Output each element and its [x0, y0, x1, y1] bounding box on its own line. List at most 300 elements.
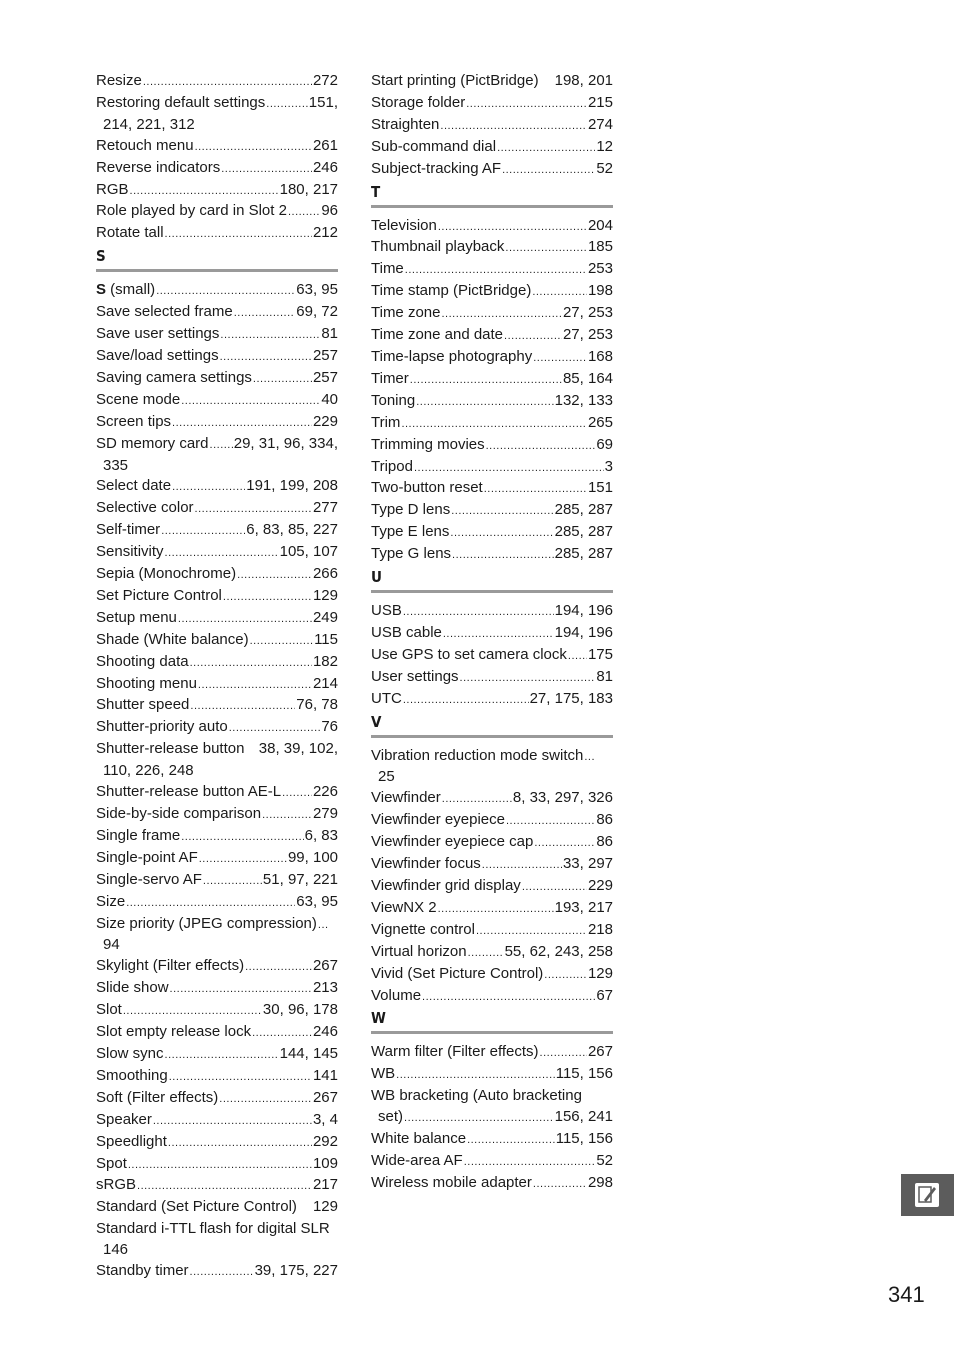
leader-dots — [405, 260, 587, 281]
leader-dots — [422, 987, 595, 1008]
index-entry — [371, 93, 613, 115]
entry-pages: 67 — [596, 986, 613, 1004]
index-entry — [96, 223, 338, 245]
entry-term: Reverse indicators — [96, 158, 221, 176]
index-entry — [371, 281, 613, 303]
leader-dots — [137, 1176, 312, 1197]
leader-dots — [403, 690, 529, 711]
index-entry — [96, 324, 338, 346]
leader-dots — [123, 1001, 262, 1022]
entry-pages: 81 — [596, 667, 613, 685]
entry-term: Save user settings — [96, 325, 220, 343]
index-entry — [371, 645, 613, 667]
entry-pages: 151, — [308, 93, 338, 111]
entry-term: Resize — [96, 72, 142, 89]
index-entry — [96, 1044, 338, 1066]
leader-dots — [318, 915, 328, 936]
entry-term: Standard i-TTL flash for digital SLR — [96, 1220, 330, 1238]
index-entry — [96, 564, 338, 586]
entry-term: Single-servo AF — [96, 870, 202, 888]
leader-dots — [161, 521, 245, 542]
entry-pages: 175 — [587, 645, 613, 663]
entry-term: Shutter speed — [96, 696, 190, 714]
entry-continuation: 335 — [103, 456, 129, 474]
entry-pages: 55, 62, 243, 258 — [504, 942, 613, 960]
entry-term: Spot — [96, 1154, 127, 1172]
entry-term: Wireless mobile adapter — [371, 1173, 532, 1191]
leader-dots — [282, 783, 312, 804]
index-entry — [371, 237, 613, 259]
entry-continuation: 110, 226, 248 — [103, 762, 194, 780]
leader-dots — [438, 899, 554, 920]
entry-pages: 27, 253 — [562, 304, 613, 322]
entry-term: Set Picture Control — [96, 586, 222, 604]
index-entry — [96, 1175, 338, 1197]
entry-term: Shooting menu — [96, 674, 197, 692]
leader-dots — [234, 303, 296, 324]
entry-pages: 226 — [312, 783, 338, 801]
entry-continuation: 146 — [103, 1241, 129, 1259]
entry-term — [96, 280, 155, 301]
entry-term-text: (small) — [106, 281, 156, 299]
entry-pages: 213 — [312, 979, 338, 997]
index-entry — [96, 1261, 338, 1283]
section-letter: W — [371, 1009, 386, 1028]
entry-term: Select date — [96, 477, 172, 495]
entry-term: Smoothing — [96, 1066, 168, 1084]
leader-dots — [540, 1043, 587, 1064]
entry-pages: 33, 297 — [562, 855, 613, 873]
entry-term: Size — [96, 892, 126, 910]
leader-dots — [484, 479, 587, 500]
index-entry — [96, 1219, 338, 1261]
leader-dots — [502, 160, 595, 181]
entry-pages: 29, 31, 96, 334, — [233, 434, 338, 452]
entry-pages: 6, 83 — [304, 826, 338, 844]
leader-dots — [396, 1065, 555, 1086]
index-entry — [96, 71, 338, 93]
index-entry — [96, 739, 338, 782]
entry-pages: 6, 83, 85, 227 — [246, 521, 338, 539]
leader-dots — [533, 1174, 587, 1195]
entry-pages: 109 — [312, 1154, 338, 1172]
entry-term: Skylight (Filter effects) — [96, 957, 245, 975]
entry-term: Viewfinder — [371, 789, 441, 807]
leader-dots — [522, 877, 587, 898]
leader-dots — [450, 523, 553, 544]
entry-pages: 204 — [587, 216, 613, 234]
index-entry — [96, 180, 338, 202]
index-entry — [371, 303, 613, 325]
entry-pages: 285, 287 — [554, 545, 613, 563]
entry-pages: 267 — [312, 957, 338, 975]
entry-continuation: 94 — [103, 936, 120, 954]
entry-pages: 279 — [312, 805, 338, 822]
entry-term: Thumbnail playback — [371, 238, 505, 256]
index-entry — [96, 695, 338, 717]
entry-term: sRGB — [96, 1176, 137, 1194]
entry-pages: 40 — [321, 390, 338, 408]
entry-pages: 246 — [312, 158, 338, 176]
entry-pages: 298 — [587, 1173, 613, 1191]
entry-pages: 249 — [312, 608, 338, 626]
index-entry — [96, 1066, 338, 1088]
entry-term: Start printing (PictBridge) — [371, 72, 539, 89]
index-entry — [96, 826, 338, 848]
entry-term: Retouch menu — [96, 136, 194, 154]
entry-term: Virtual horizon — [371, 942, 467, 960]
entry-term: Viewfinder focus — [371, 855, 481, 873]
entry-pages: 266 — [312, 565, 338, 583]
entry-pages: 129 — [587, 964, 613, 982]
entry-pages: 105, 107 — [279, 543, 338, 561]
index-entry — [96, 158, 338, 180]
entry-term: Slide show — [96, 979, 169, 997]
index-entry — [371, 435, 613, 457]
index-entry — [96, 1154, 338, 1176]
entry-pages: 69, 72 — [296, 303, 338, 321]
entry-term: Restoring default settings — [96, 93, 266, 111]
entry-term: Side-by-side comparison — [96, 805, 262, 822]
entry-pages: 8, 33, 297, 326 — [512, 789, 613, 807]
entry-term: Type E lens — [371, 523, 450, 541]
index-entry — [371, 544, 613, 566]
section-letter: V — [371, 712, 382, 731]
leader-dots — [190, 1262, 254, 1283]
leader-dots — [126, 893, 295, 914]
entry-term: Television — [371, 216, 437, 234]
leader-dots — [584, 747, 594, 768]
index-entry — [371, 216, 613, 238]
entry-term: Shutter-release button AE-L — [96, 783, 282, 801]
section-divider — [371, 1031, 613, 1034]
entry-pages: 12 — [596, 137, 613, 155]
entry-term: Warm filter (Filter effects) — [371, 1043, 539, 1061]
leader-dots — [468, 943, 504, 964]
entry-term: Two-button reset — [371, 479, 483, 497]
leader-dots — [220, 347, 312, 368]
entry-term: Single frame — [96, 826, 181, 844]
entry-term: Sensitivity — [96, 543, 164, 561]
leader-dots — [172, 477, 245, 498]
index-entry — [96, 914, 338, 957]
index-entry — [371, 457, 613, 479]
entry-pages: 274 — [587, 115, 613, 133]
entry-term: ViewNX 2 — [371, 898, 437, 916]
leader-dots — [203, 871, 262, 892]
leader-dots — [505, 238, 587, 259]
leader-dots — [288, 202, 320, 223]
index-entry — [96, 434, 338, 477]
leader-dots — [130, 181, 279, 202]
leader-dots — [237, 565, 312, 586]
entry-pages: 27, 175, 183 — [529, 689, 613, 707]
entry-term: Tripod — [371, 457, 413, 475]
entry-term: USB cable — [371, 623, 442, 641]
entry-pages: 52 — [596, 159, 613, 177]
leader-dots — [165, 543, 279, 564]
index-entry — [371, 623, 613, 645]
index-entry — [96, 1022, 338, 1044]
leader-dots — [504, 326, 562, 347]
index-entry — [96, 978, 338, 1000]
entry-pages: 141 — [312, 1066, 338, 1084]
entry-pages: 81 — [321, 325, 338, 343]
entry-pages: 156, 241 — [554, 1108, 613, 1126]
leader-dots — [210, 435, 233, 456]
entry-pages: 115 — [314, 630, 338, 648]
leader-dots — [544, 965, 587, 986]
index-entry — [96, 608, 338, 630]
entry-term: Vignette control — [371, 920, 475, 938]
entry-term: USB — [371, 602, 402, 620]
leader-dots — [440, 116, 587, 137]
entry-term: Single-point AF — [96, 848, 198, 866]
entry-term: WB — [371, 1065, 396, 1083]
leader-dots — [460, 668, 596, 689]
index-entry — [96, 346, 338, 368]
leader-dots — [464, 1152, 596, 1173]
index-entry — [371, 347, 613, 369]
entry-term: User settings — [371, 667, 459, 685]
leader-dots — [476, 921, 587, 942]
entry-term: Save/load settings — [96, 346, 219, 364]
index-entry — [371, 325, 613, 347]
entry-continuation: set) — [378, 1108, 404, 1126]
entry-term: Time zone — [371, 304, 441, 322]
leader-dots — [195, 499, 312, 520]
index-entry — [96, 520, 338, 542]
leader-dots — [168, 1133, 312, 1154]
leader-dots — [199, 849, 287, 870]
entry-pages: 285, 287 — [554, 501, 613, 519]
entry-pages: 115, 156 — [555, 1130, 613, 1148]
section-divider — [96, 269, 338, 272]
entry-pages: 63, 95 — [296, 892, 338, 910]
leader-dots — [506, 811, 595, 832]
entry-pages: 193, 217 — [554, 898, 613, 916]
entry-pages: 257 — [312, 346, 338, 364]
index-entry — [371, 137, 613, 159]
entry-term: Rotate tall — [96, 224, 164, 242]
leader-dots — [262, 805, 312, 826]
leader-dots — [534, 833, 595, 854]
entry-pages: 218 — [587, 920, 613, 938]
leader-dots — [452, 545, 554, 566]
entry-pages: 3, 4 — [312, 1110, 338, 1128]
leader-dots — [195, 137, 312, 158]
entry-pages: 292 — [312, 1132, 338, 1150]
leader-dots — [169, 1067, 312, 1088]
entry-term: Time zone and date — [371, 326, 504, 344]
entry-term: RGB — [96, 180, 129, 198]
leader-dots — [253, 369, 312, 390]
index-entry — [371, 1042, 613, 1064]
index-entry — [96, 804, 338, 826]
leader-dots — [532, 282, 587, 303]
index-entry — [96, 1197, 338, 1219]
entry-term: Timer — [371, 369, 409, 387]
entry-pages: 86 — [596, 811, 613, 829]
leader-dots — [198, 675, 312, 696]
entry-pages: 185 — [587, 238, 613, 256]
entry-pages: 229 — [312, 412, 338, 430]
entry-term: UTC — [371, 689, 402, 707]
index-entry — [96, 652, 338, 674]
entry-pages: 253 — [587, 260, 613, 278]
index-entry — [371, 876, 613, 898]
entry-term: Viewfinder eyepiece cap — [371, 833, 534, 851]
leader-dots — [143, 72, 312, 93]
index-entry — [371, 413, 613, 435]
leader-dots — [497, 138, 595, 159]
index-column-left — [96, 71, 338, 1283]
entry-pages: 285, 287 — [554, 523, 613, 541]
entry-term: Speaker — [96, 1110, 152, 1128]
index-entry — [96, 302, 338, 324]
index-entry — [96, 1000, 338, 1022]
entry-pages: 132, 133 — [554, 391, 613, 409]
leader-dots — [403, 602, 554, 623]
leader-dots — [466, 94, 587, 115]
entry-pages: 3 — [604, 457, 613, 475]
index-entry — [96, 1132, 338, 1154]
index-entry — [371, 71, 613, 93]
index-entry — [96, 476, 338, 498]
entry-pages: 76 — [321, 718, 338, 736]
leader-dots — [165, 224, 312, 245]
entry-pages: 168 — [587, 347, 613, 365]
entry-pages: 229 — [587, 877, 613, 894]
entry-term: Saving camera settings — [96, 368, 252, 386]
entry-pages: 52 — [596, 1151, 613, 1169]
entry-pages: 96 — [321, 202, 338, 220]
leader-dots — [181, 827, 303, 848]
entry-term: Slow sync — [96, 1044, 164, 1062]
entry-pages: 69 — [596, 435, 613, 453]
page-number: 341 — [888, 1282, 925, 1307]
entry-pages: 214 — [312, 674, 338, 692]
leader-dots — [443, 624, 554, 645]
entry-pages: 265 — [587, 413, 613, 431]
index-entry — [96, 870, 338, 892]
entry-term: Shutter-priority auto — [96, 718, 228, 736]
index-entry — [371, 1064, 613, 1086]
index-entry — [371, 788, 613, 810]
section-divider — [371, 735, 613, 738]
index-entry — [96, 368, 338, 390]
entry-term: Shade (White balance) — [96, 630, 249, 648]
entry-pages: 267 — [312, 1088, 338, 1106]
entry-term: Type G lens — [371, 545, 452, 563]
entry-pages: 129 — [312, 586, 338, 604]
entry-term: Type D lens — [371, 501, 451, 519]
leader-dots — [467, 1130, 555, 1151]
entry-pages: 144, 145 — [279, 1044, 338, 1062]
entry-term: Viewfinder eyepiece — [371, 811, 505, 829]
leader-dots — [223, 587, 312, 608]
entry-pages: 38, 39, 102, — [258, 740, 338, 758]
leader-dots — [416, 392, 553, 413]
entry-pages: 212 — [312, 224, 338, 242]
entry-term: Vivid (Set Picture Control) — [371, 964, 544, 982]
entry-pages: 30, 96, 178 — [262, 1001, 338, 1019]
leader-dots — [181, 391, 320, 412]
entry-term: Standard (Set Picture Control) — [96, 1198, 297, 1216]
leader-dots — [266, 94, 308, 115]
index-entry — [371, 369, 613, 391]
index-entry — [371, 478, 613, 500]
entry-pages: 277 — [312, 499, 338, 517]
leader-dots — [190, 653, 312, 674]
index-entry — [96, 136, 338, 158]
entry-term: Speedlight — [96, 1132, 167, 1150]
entry-term: Slot — [96, 1001, 122, 1019]
leader-dots — [219, 1089, 312, 1110]
leader-dots — [172, 413, 312, 434]
index-entry — [371, 832, 613, 854]
entry-continuation: 214, 221, 312 — [103, 115, 195, 133]
entry-term: Volume — [371, 986, 422, 1004]
leader-dots — [482, 855, 562, 876]
entry-term: SD memory card — [96, 434, 209, 452]
entry-pages: 27, 253 — [562, 326, 613, 344]
index-entry — [96, 586, 338, 608]
index-entry — [371, 964, 613, 986]
leader-dots — [221, 159, 312, 180]
entry-pages: 129 — [312, 1198, 338, 1216]
entry-pages: 182 — [312, 652, 338, 670]
leader-dots — [165, 1045, 279, 1066]
section-divider — [371, 205, 613, 208]
entry-pages: 151 — [587, 479, 613, 497]
entry-pages: 76, 78 — [296, 696, 338, 714]
entry-term: Trimming movies — [371, 435, 485, 453]
entry-pages: 39, 175, 227 — [254, 1262, 338, 1280]
entry-term: WB bracketing (Auto bracketing — [371, 1087, 582, 1105]
entry-pages: 194, 196 — [554, 602, 613, 620]
leader-dots — [220, 325, 320, 346]
index-entry — [96, 1110, 338, 1132]
leader-dots — [128, 1155, 312, 1176]
leader-dots — [401, 414, 587, 435]
leader-dots — [451, 501, 553, 522]
index-entry — [371, 746, 613, 789]
entry-term: Use GPS to set camera clock — [371, 645, 567, 663]
index-entry — [371, 854, 613, 876]
leader-dots — [170, 979, 312, 1000]
index-entry — [96, 848, 338, 870]
leader-dots — [568, 646, 587, 667]
section-tab — [901, 1174, 954, 1216]
index-entry — [371, 1151, 613, 1173]
entry-pages: 85, 164 — [562, 369, 613, 387]
entry-pages: 261 — [312, 136, 338, 154]
leader-dots — [438, 217, 587, 238]
index-entry — [96, 412, 338, 434]
index-entry — [96, 630, 338, 652]
index-entry — [371, 391, 613, 413]
index-entry — [371, 810, 613, 832]
index-entry — [96, 674, 338, 696]
entry-term: Viewfinder grid display — [371, 877, 521, 894]
entry-pages: 86 — [596, 833, 613, 851]
entry-term: Size priority (JPEG compression) — [96, 914, 317, 932]
entry-term: Screen tips — [96, 412, 172, 430]
index-entry — [371, 942, 613, 964]
leader-dots — [410, 370, 562, 391]
entry-term: Wide-area AF — [371, 1151, 463, 1169]
